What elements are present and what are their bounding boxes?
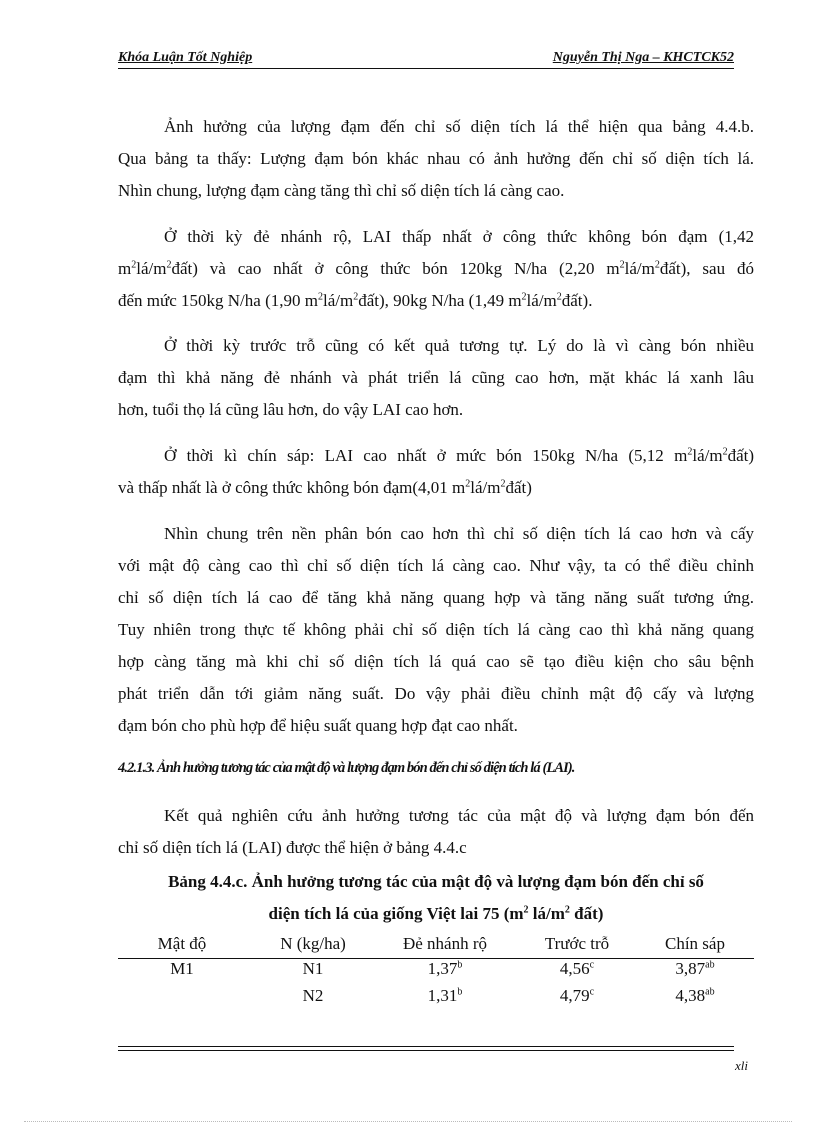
cell-nitrogen: N1 <box>302 959 324 978</box>
text-line: chỉ số diện tích lá cao để tăng khả năng quang hợp và tăng năng suất tương ứng. <box>118 588 754 607</box>
section-title: 4.2.1.3. Ảnh hưởng tương tác của mật độ và lượng đạm bón đến chỉ số diện tích lá (LAI). <box>118 760 575 776</box>
text-line: Ở thời kỳ trước trỗ cũng có kết quả tương tự. Lý do là vì càng bón nhiều <box>164 336 754 355</box>
header-dough: Chín sáp <box>665 934 725 953</box>
text-line: đạm thì khả năng đẻ nhánh và phát triển lá cũng cao hơn, mặt khác lá xanh lâu <box>118 368 754 387</box>
cell-tillering: 1,31$^b$ <box>427 986 463 1005</box>
paragraph-4 <box>118 440 754 504</box>
header-rule <box>118 68 734 69</box>
page-number: xli <box>735 1058 748 1073</box>
text-line: Tuy nhiên trong thực tế không phải chỉ số diện tích lá càng cao thì khả năng quang <box>118 620 754 639</box>
text-line: Nhìn chung, lượng đạm càng tăng thì chỉ số diện tích lá càng cao. <box>118 181 565 200</box>
table-row <box>118 986 754 1011</box>
text-line: đến mức 150kg N/ha (1,90 $m^2lá/m^2đất$), 90kg N/ha (1,49 $m^2lá/m^2đất$). <box>118 291 593 310</box>
paragraph-2 <box>118 221 754 317</box>
header-heading: Trước trỗ <box>544 934 610 953</box>
text-line: Nhìn chung trên nền phân bón cao hơn thì chỉ số diện tích lá cao hơn và cấy <box>164 524 754 543</box>
footer-rule <box>118 1046 734 1054</box>
cell-heading: 4,79$^c$ <box>559 986 595 1005</box>
header-nitrogen: N (kg/ha) <box>280 934 346 953</box>
paragraph-6 <box>118 800 754 864</box>
cell-density: M1 <box>170 959 194 978</box>
table-row <box>118 959 754 986</box>
page-header <box>118 50 734 70</box>
table-caption <box>118 866 754 930</box>
lai-table <box>118 934 754 1011</box>
header-tillering: Đẻ nhánh rộ <box>402 934 488 953</box>
paragraph-1 <box>118 111 754 207</box>
text-line: Ảnh hưởng của lượng đạm đến chỉ số diện tích lá thể hiện qua bảng 4.4.b. <box>164 117 754 136</box>
header-density: Mật độ <box>157 934 207 953</box>
table-header-row <box>118 934 754 959</box>
page-edge <box>24 1121 792 1122</box>
text-line: Ở thời kỳ đẻ nhánh rộ, LAI thấp nhất ở công thức không bón đạm (1,42 <box>164 227 754 246</box>
text-line: $m^2lá/m^2đất$) và cao nhất ở công thức bón 120kg N/ha (2,20 $m^2lá/m^2đất$), sau đó <box>118 259 754 278</box>
cell-dough: 4,38$^{ab}$ <box>675 986 715 1005</box>
paragraph-5 <box>118 518 754 742</box>
cell-heading: 4,56$^c$ <box>559 959 595 978</box>
text-line: với mật độ càng cao thì chỉ số diện tích lá càng cao. Như vậy, ta có thể điều chỉnh <box>118 556 754 575</box>
cell-dough: 3,87$^{ab}$ <box>675 959 715 978</box>
header-author: Nguyễn Thị Nga – KHCTCK52 <box>552 50 734 65</box>
text-line: Qua bảng ta thấy: Lượng đạm bón khác nhau có ảnh hưởng đến chỉ số diện tích lá. <box>118 149 754 168</box>
header-title: Khóa Luận Tốt Nghiệp <box>118 50 253 65</box>
text-line: Ở thời kì chín sáp: LAI cao nhất ở mức bón 150kg N/ha (5,12 $m^2lá/m^2đất$) <box>164 446 754 465</box>
paragraph-3 <box>118 330 754 426</box>
text-line: phát triển dẫn tới giảm năng suất. Do vậy phải điều chỉnh mật độ cấy và lượng <box>118 684 754 703</box>
text-line: chỉ số diện tích lá (LAI) được thể hiện ở bảng 4.4.c <box>118 838 467 857</box>
cell-nitrogen: N2 <box>302 986 324 1005</box>
table-caption-line: Bảng 4.4.c. Ảnh hưởng tương tác của mật độ và lượng đạm bón đến chỉ số <box>168 872 704 891</box>
table-caption-line: diện tích lá của giống Việt lai 75 ($m^2$ $lá/m^2$ đất) <box>268 904 604 923</box>
cell-tillering: 1,37$^b$ <box>427 959 463 978</box>
text-line: hơn, tuổi thọ lá cũng lâu hơn, do vậy LAI cao hơn. <box>118 400 464 419</box>
text-line: Kết quả nghiên cứu ảnh hưởng tương tác của mật độ và lượng đạm bón đến <box>164 806 754 825</box>
text-line: đạm bón cho phù hợp để hiệu suất quang hợp đạt cao nhất. <box>118 716 518 735</box>
text-line: và thấp nhất là ở công thức không bón đạm(4,01 $m^2lá/m^2đất$) <box>118 478 532 497</box>
text-line: hợp càng tăng mà khi chỉ số diện tích lá quá cao sẽ tạo điều kiện cho sâu bệnh <box>118 652 754 671</box>
